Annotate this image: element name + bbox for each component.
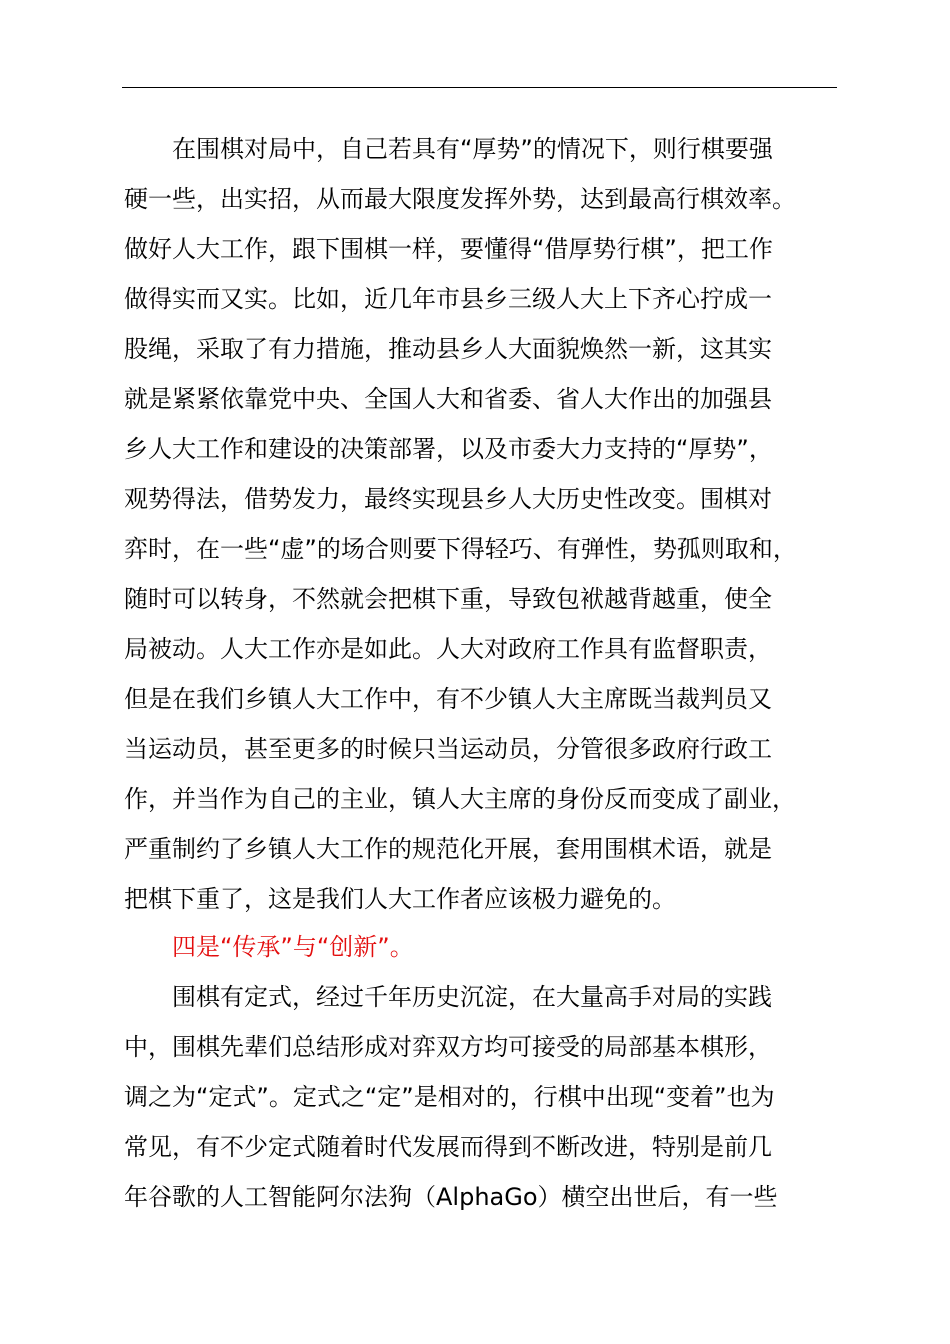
paragraph-1-line: 在围棋对局中，自己若具有“厚势”的情况下，则行棋要强 <box>172 135 773 163</box>
section-heading: 四是“传承”与“创新”。 <box>172 933 414 961</box>
paragraph-1-line: 当运动员，甚至更多的时候只当运动员，分管很多政府行政工 <box>124 735 772 763</box>
paragraph-1-line: 硬一些，出实招，从而最大限度发挥外势，达到最高行棋效率。 <box>124 185 796 213</box>
paragraph-1-line: 做得实而又实。比如，近几年市县乡三级人大上下齐心拧成一 <box>124 285 772 313</box>
paragraph-1-line: 局被动。人大工作亦是如此。人大对政府工作具有监督职责， <box>124 635 772 663</box>
paragraph-1-line: 弈时，在一些“虚”的场合则要下得轻巧、有弹性，势孤则取和， <box>124 535 797 563</box>
paragraph-1-line: 做好人大工作，跟下围棋一样，要懂得“借厚势行棋”，把工作 <box>124 235 773 263</box>
paragraph-2-line: 年谷歌的人工智能阿尔法狗（AlphaGo）横空出世后，有一些 <box>124 1183 778 1211</box>
paragraph-1-line: 但是在我们乡镇人大工作中，有不少镇人大主席既当裁判员又 <box>124 685 772 713</box>
paragraph-2-line: 常见，有不少定式随着时代发展而得到不断改进，特别是前几 <box>124 1133 772 1161</box>
paragraph-1-line: 作，并当作为自己的主业，镇人大主席的身份反而变成了副业， <box>124 785 796 813</box>
paragraph-1-line: 观势得法，借势发力，最终实现县乡人大历史性改变。围棋对 <box>124 485 772 513</box>
paragraph-1-line: 股绳，采取了有力措施，推动县乡人大面貌焕然一新，这其实 <box>124 335 772 363</box>
paragraph-1-line: 把棋下重了，这是我们人大工作者应该极力避免的。 <box>124 885 676 913</box>
paragraph-1-line: 严重制约了乡镇人大工作的规范化开展，套用围棋术语，就是 <box>124 835 772 863</box>
paragraph-1-line: 随时可以转身，不然就会把棋下重，导致包袱越背越重，使全 <box>124 585 772 613</box>
paragraph-2-line: 中，围棋先辈们总结形成对弈双方均可接受的局部基本棋形， <box>124 1033 772 1061</box>
paragraph-1-line: 乡人大工作和建设的决策部署，以及市委大力支持的“厚势”， <box>124 435 773 463</box>
header-rule <box>122 87 837 88</box>
paragraph-1-line: 就是紧紧依靠党中央、全国人大和省委、省人大作出的加强县 <box>124 385 772 413</box>
paragraph-2-line: 围棋有定式，经过千年历史沉淀，在大量高手对局的实践 <box>172 983 772 1011</box>
paragraph-2-line: 调之为“定式”。定式之“定”是相对的，行棋中出现“变着”也为 <box>124 1083 775 1111</box>
